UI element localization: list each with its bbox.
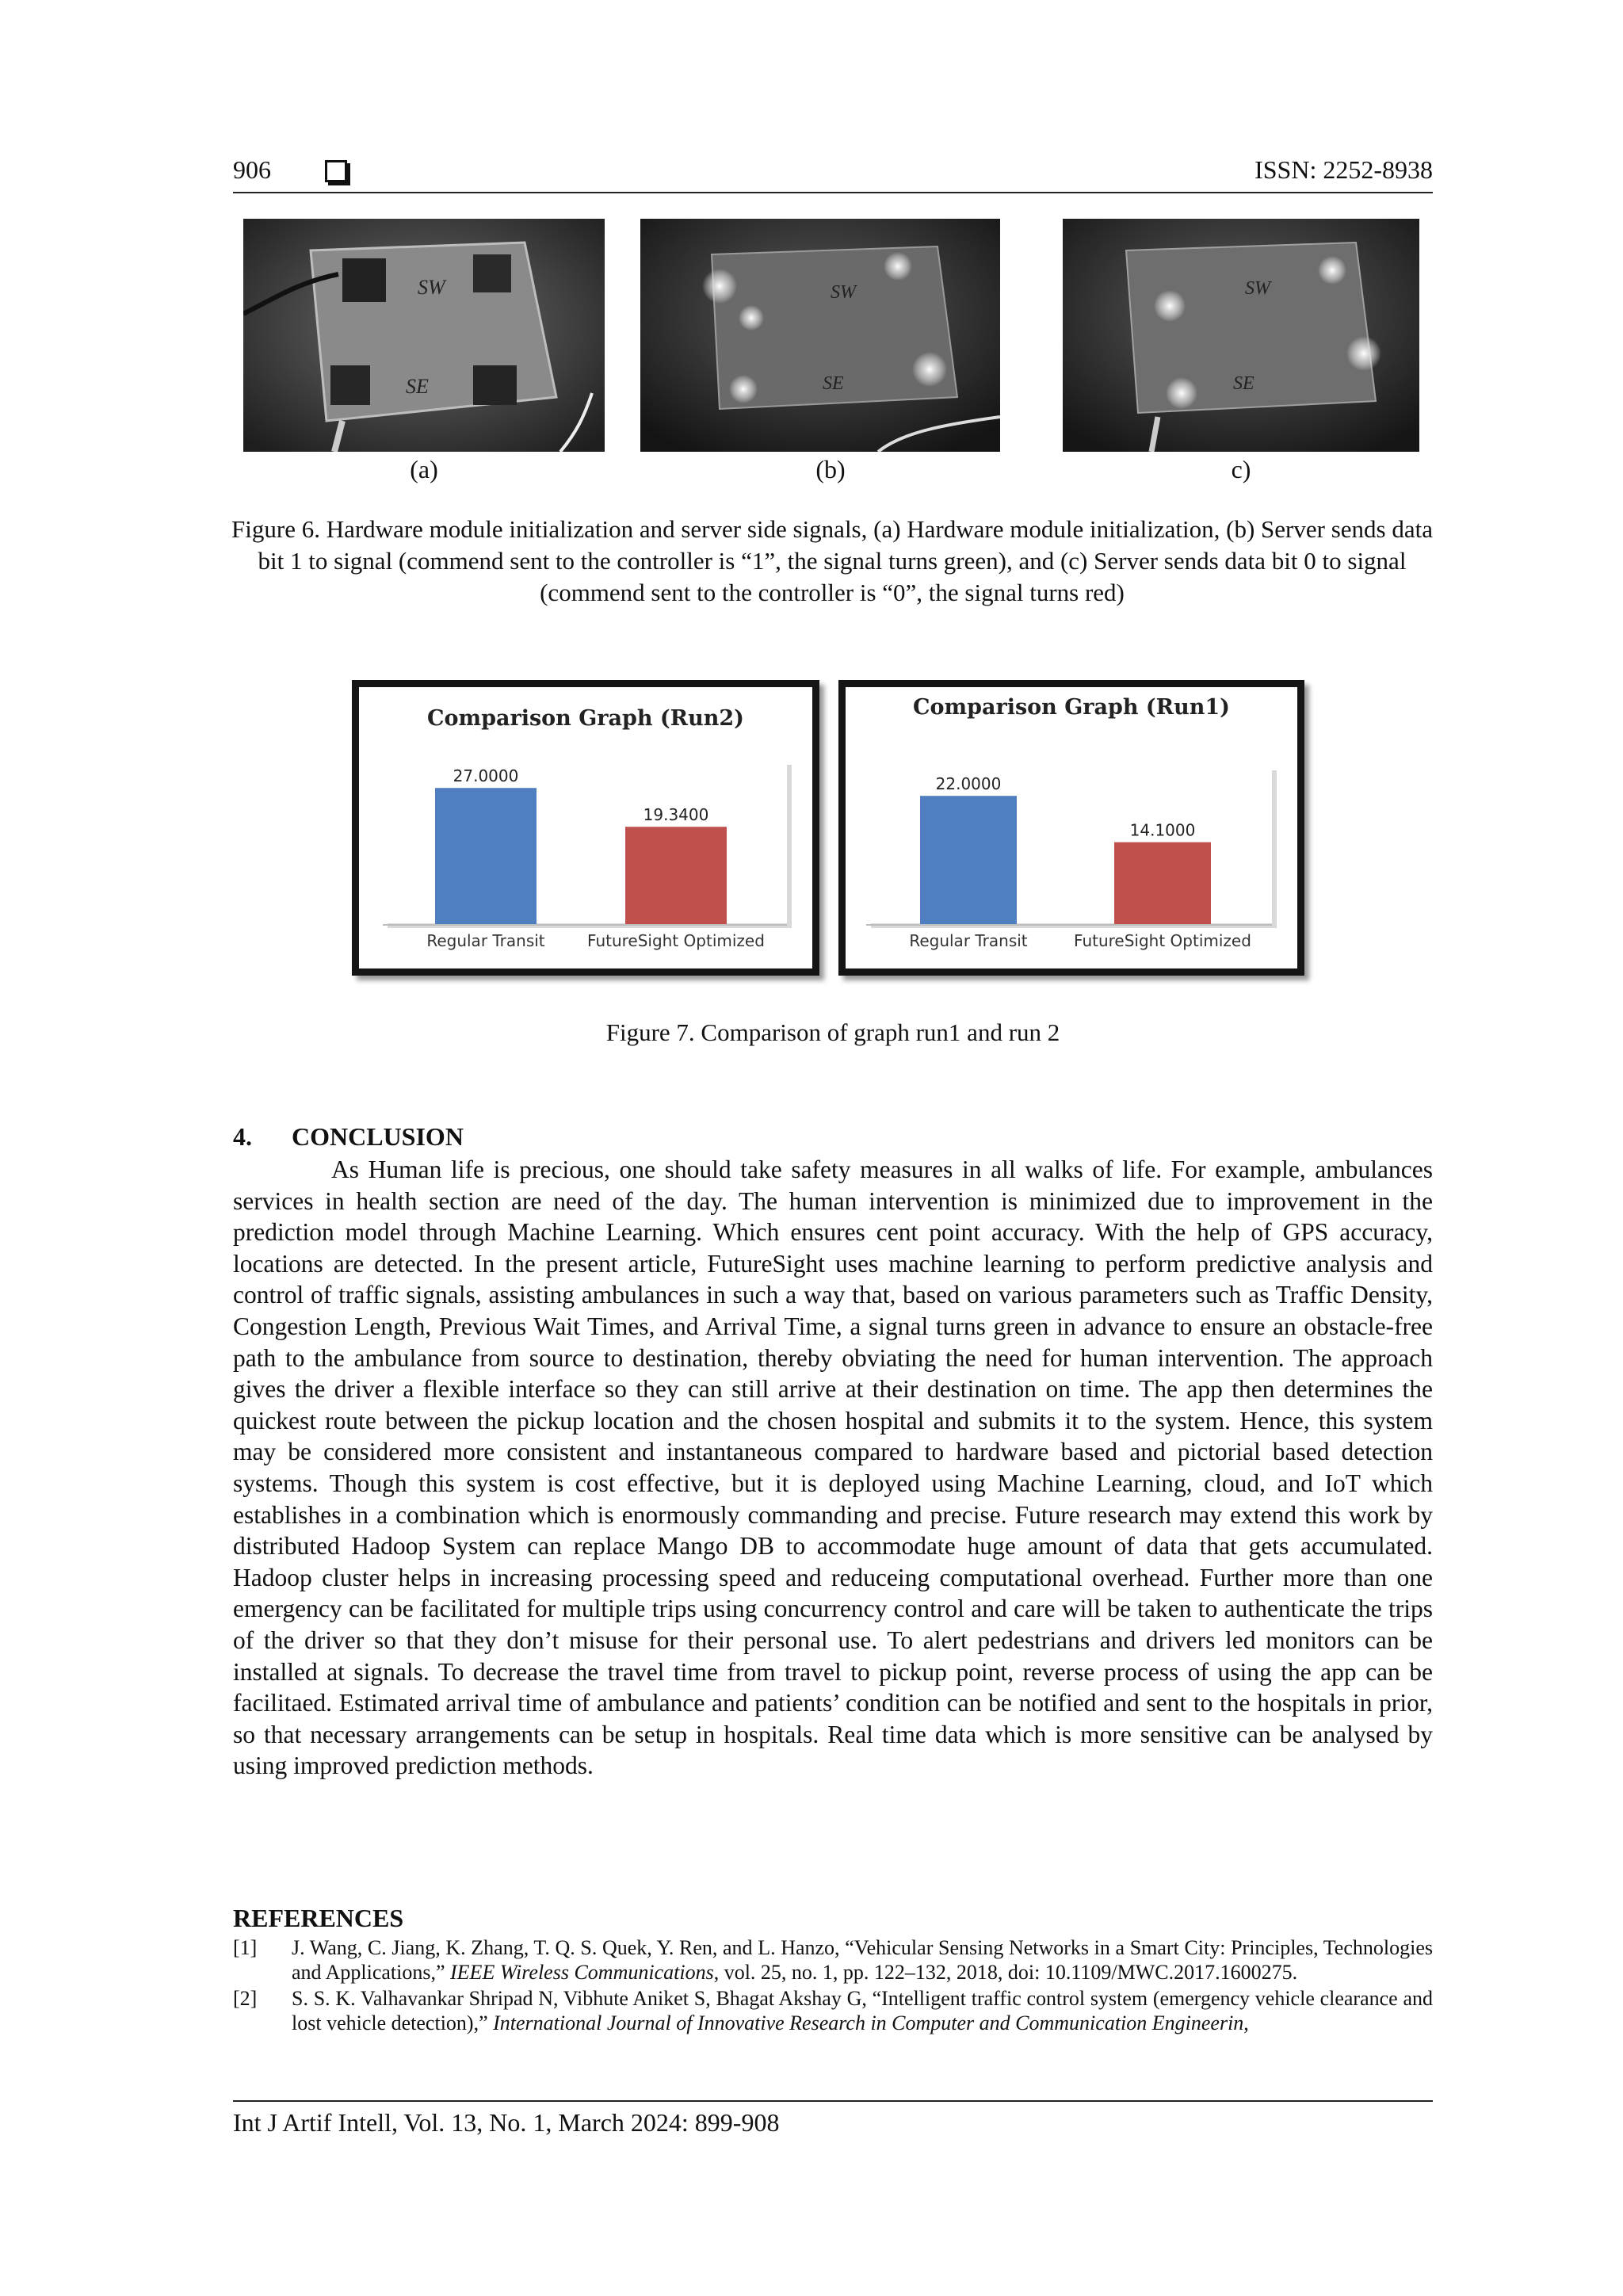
figure6-photo-a [243, 219, 605, 452]
svg-text:SW: SW [1245, 278, 1270, 299]
chart-run2-frame [352, 680, 819, 976]
figure7-caption: Figure 7. Comparison of graph run1 and run 2 [605, 1018, 1060, 1046]
chart-title: Comparison Graph (Run1) [913, 695, 1230, 720]
figure6-label-a: (a) [410, 455, 438, 483]
page-header [233, 155, 1433, 193]
reference-item [233, 1986, 1433, 2035]
chart-run1-frame [838, 680, 1304, 976]
svg-text:SE: SE [406, 375, 429, 398]
bar-regular-transit [920, 796, 1017, 925]
page-number: 906 [233, 155, 271, 184]
reference-number: [1] [233, 1936, 258, 1959]
category-label: Regular Transit [426, 931, 545, 950]
chart-run2 [359, 687, 812, 968]
checkbox-square-icon [325, 160, 347, 182]
reference-journal: International Journal of Innovative Research in Computer and Communication Engineerin [493, 2011, 1244, 2034]
section-title: CONCLUSION [292, 1122, 464, 1151]
chart-title: Comparison Graph (Run2) [427, 706, 744, 731]
svg-text:SE: SE [1233, 373, 1254, 394]
conclusion-paragraph: As Human life is precious, one should take safety measures in all walks of life. For example, ambulances services in health section are need of the day. The human intervention is minimized due to improvement in the prediction model through Machine Learning. Which ensures cent point accuracy. With the help of GPS accuracy, locations are detected. In the present article, FutureSight uses machine learning to perform predictive analysis and control of traffic signals, assisting ambulances in such a way that, based on various parameters such as Traffic Density, Congestion Length, Previous Wait Times, and Arrival Time, a signal turns green in advance to ensure an obstacle-free path to the ambulance from source to destination, thereby obviating the need for human intervention. The approach gives the driver a flexible interface so they can still arrive at their destination on time. The app then determines the quickest route between the pickup location and the chosen hospital and submits it to the system. Hence, this system may be considered more consistent and instantaneous compared to hardware based and pictorial based detection systems. Though this system is cost effective, but it is deployed using Machine Learning, cloud, and IoT which establishes in a combination which is enormously commanding and precise. Future research may extend this work by distributed Hadoop System can replace Mango DB to accommodate huge amount of data that gets accumulated. Hadoop cluster helps in increasing processing speed and reduceing computational overhead. Further more than one emergency can be facilitated for multiple trips using concurrency control and care will be taken to authenticate the trips of the driver so that they don’t misuse for their personal use. To alert pedestrians and drivers led monitors can be installed at signals. To decrease the travel time from travel to pickup point, reverse process of using the app can be facilitaed. Estimated arrival time of ambulance and patients’ condition can be notified and sent to the hospitals in prior, so that necessary arrangements can be setup in hospitals. Real time data which is more sensitive can be analysed by using improved prediction methods. [233, 1156, 1433, 1780]
reference-authors-title: S. S. K. Valhavankar Shripad N, Vibhute Aniket S, Bhagat Akshay G, “Intelligent traffic control system (emergency vehicle clearance and lost vehicle detection),” [292, 1987, 1433, 2034]
data-label: 27.0000 [453, 766, 519, 786]
svg-text:SW: SW [831, 282, 856, 303]
category-label: FutureSight Optimized [1074, 931, 1251, 950]
reference-details: , [1243, 2011, 1249, 2034]
issn: ISSN: 2252-8938 [1254, 155, 1433, 184]
category-label: FutureSight Optimized [587, 931, 765, 950]
svg-text:SE: SE [823, 373, 844, 394]
figure6-caption: Figure 6. Hardware module initialization and server side signals, (a) Hardware module initialization, (b) Server sends data bit 1 to signal (commend sent to the controller is “1”, the signal turns green), and (c) Server sends data bit 0 to signal (commend sent to the controller is “0”, the signal turns red) [231, 515, 1433, 606]
conclusion-body [233, 1154, 1433, 1782]
figure6-photo-b [640, 219, 1000, 452]
bar-regular-transit [435, 788, 537, 925]
data-label: 22.0000 [935, 774, 1002, 794]
reference-text [292, 1986, 1433, 2035]
references-title: REFERENCES [233, 1904, 404, 1932]
figure6-label-c: c) [1231, 455, 1251, 483]
reference-details: , vol. 25, no. 1, pp. 122–132, 2018, doi: 10.1109/MWC.2017.1600275. [713, 1961, 1298, 1984]
reference-text [292, 1935, 1433, 1985]
figure6-label-b: (b) [815, 455, 846, 483]
footer-citation: Int J Artif Intell, Vol. 13, No. 1, March 2024: 899-908 [233, 2108, 780, 2137]
data-label: 14.1000 [1129, 820, 1196, 840]
reference-item [233, 1935, 1433, 1985]
section-number: 4. [233, 1122, 252, 1151]
bar-futuresight-optimized [1114, 842, 1211, 925]
page-footer [233, 2100, 1433, 2137]
category-label: Regular Transit [909, 931, 1028, 950]
reference-number: [2] [233, 1987, 258, 2010]
reference-authors-title: J. Wang, C. Jiang, K. Zhang, T. Q. S. Quek, Y. Ren, and L. Hanzo, “Vehicular Sensing Networks in a Smart City: Principles, Technologies and Applications,” [292, 1936, 1433, 1984]
chart-run1 [846, 687, 1297, 968]
bar-futuresight-optimized [625, 827, 727, 925]
data-label: 19.3400 [643, 805, 709, 825]
section-heading [233, 1122, 464, 1152]
references-list [233, 1935, 1433, 2037]
reference-journal: IEEE Wireless Communications [450, 1961, 714, 1984]
svg-text:SW: SW [418, 276, 445, 299]
figure6-photo-c [1063, 219, 1419, 452]
